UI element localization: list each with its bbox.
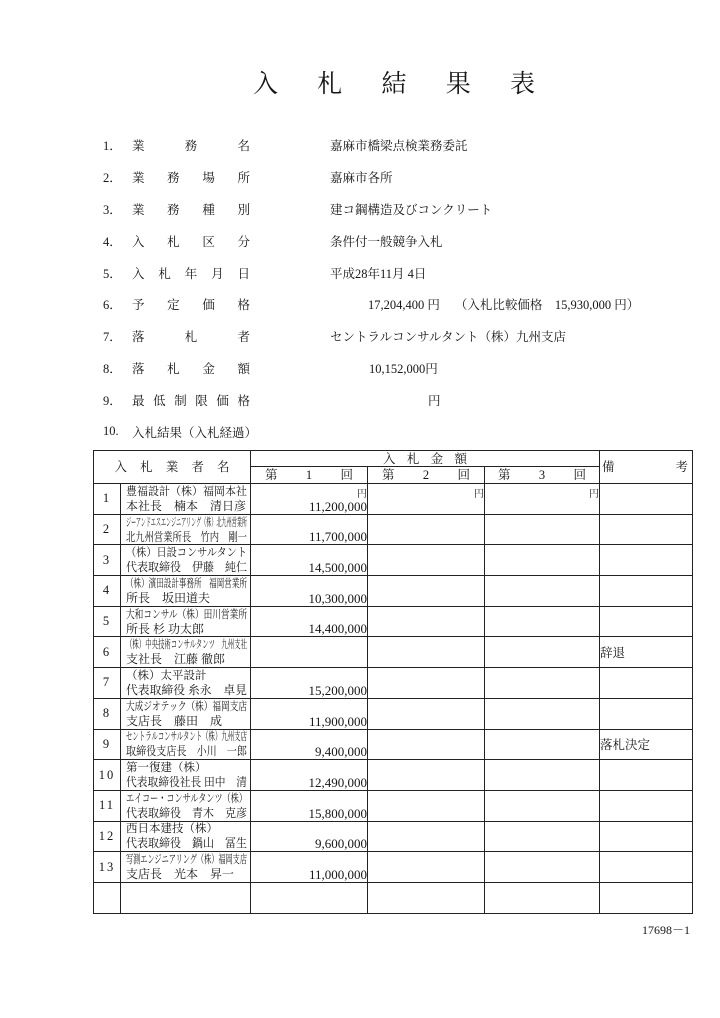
- round2-amount-cell: [368, 668, 485, 699]
- round3-amount: [485, 653, 599, 667]
- round3-amount: [485, 776, 599, 790]
- round2-amount: [368, 684, 484, 698]
- round3-amount: [485, 715, 599, 729]
- bidder-cell: [121, 821, 251, 852]
- round3-amount-cell: [485, 698, 600, 729]
- table-row: [94, 852, 693, 883]
- round3-amount: [485, 868, 599, 882]
- amount-header-label: 入札金額: [383, 451, 467, 466]
- row-number: 11: [94, 790, 121, 821]
- item-bid-date: [103, 257, 703, 289]
- round1-header: [251, 467, 368, 484]
- blank-cell: [94, 882, 121, 913]
- blank-cell: [600, 882, 693, 913]
- round3-amount: [485, 561, 599, 575]
- bidder-name-box: [121, 700, 250, 728]
- bidder-name-box: [121, 608, 250, 636]
- round3-amount-cell: [485, 790, 600, 821]
- item-number: 2．: [103, 170, 122, 185]
- remarks-cell: [600, 606, 693, 637]
- bidder-name-box: [121, 761, 250, 789]
- remarks-cell: [600, 514, 693, 545]
- bidder-cell: [121, 514, 251, 545]
- representative-name: 北九州営業所長 竹内 剛一: [126, 529, 247, 544]
- remarks-cell: [600, 760, 693, 791]
- round3-amount-cell: [485, 545, 600, 576]
- bidder-name-box: [121, 730, 250, 758]
- bidder-cell: [121, 852, 251, 883]
- item-label: 入札年月日: [132, 266, 250, 281]
- round2-amount: [368, 530, 484, 544]
- item-number: 6．: [103, 298, 122, 313]
- round3-header: [485, 467, 600, 484]
- company-name: （株）太平設計: [126, 669, 207, 682]
- round2-amount: [368, 622, 484, 636]
- item-value: 平成28年11月 4日: [330, 266, 427, 281]
- round2-amount: [368, 592, 484, 606]
- round3-header-label: 第3回: [498, 468, 586, 482]
- table-row: [94, 514, 693, 545]
- table-row: [94, 729, 693, 760]
- round2-amount: [368, 776, 484, 790]
- round2-amount-cell: [368, 637, 485, 668]
- bidder-cell: [121, 668, 251, 699]
- bidder-cell: [121, 637, 251, 668]
- bidder-name-box: [121, 792, 250, 820]
- remarks-cell: [600, 698, 693, 729]
- bidder-header: [94, 451, 251, 484]
- item-label: 業務場所: [132, 170, 250, 185]
- item-estimated-price: [103, 288, 703, 320]
- round2-amount-cell: [368, 514, 485, 545]
- item-value: 嘉麻市各所: [330, 170, 393, 185]
- item-label: 入札区分: [132, 234, 250, 249]
- table-row: [94, 484, 693, 515]
- round2-amount-cell: [368, 545, 485, 576]
- item-winning-bidder: [103, 320, 703, 352]
- remarks-header: [600, 451, 693, 484]
- document-title: 入札結果表: [253, 71, 535, 98]
- company-name: 西日本建技（株）: [126, 823, 218, 836]
- company-name: （株）日設コンサルタント: [126, 547, 247, 560]
- bidder-cell: [121, 545, 251, 576]
- bidder-cell: [121, 698, 251, 729]
- round2-amount: [368, 837, 484, 851]
- table-row: [94, 790, 693, 821]
- round3-amount-cell: [485, 576, 600, 607]
- table-row: [94, 606, 693, 637]
- round1-amount-cell: [251, 545, 368, 576]
- table-row: [94, 821, 693, 852]
- round2-amount-cell: [368, 852, 485, 883]
- round3-amount-cell: [485, 637, 600, 668]
- item-value: 嘉麻市橋梁点検業務委託: [330, 138, 468, 153]
- row-number: 1: [94, 484, 121, 515]
- bid-results-table: [93, 450, 693, 914]
- blank-cell: [251, 882, 368, 913]
- round1-amount: 14,400,000: [308, 621, 367, 637]
- bidder-cell: [121, 484, 251, 515]
- round1-amount: 11,900,000: [308, 713, 367, 729]
- row-number: 8: [94, 698, 121, 729]
- row-number: 10: [94, 760, 121, 791]
- round2-amount: [368, 868, 484, 882]
- table-row: [94, 637, 693, 668]
- round1-header-label: 第1回: [265, 468, 353, 482]
- round2-amount-cell: [368, 576, 485, 607]
- round1-amount-cell: [251, 606, 368, 637]
- yen-unit: 円: [357, 488, 367, 500]
- bidder-cell: [121, 576, 251, 607]
- round1-amount-cell: [251, 760, 368, 791]
- item-value: 10,152,000円: [369, 362, 438, 377]
- bidder-name-box: [121, 669, 250, 697]
- yen-unit: 円: [589, 488, 600, 500]
- round3-amount-cell: [485, 729, 600, 760]
- item-label: 業務種別: [132, 202, 250, 217]
- round3-amount: [485, 530, 599, 544]
- round3-amount-cell: [485, 484, 600, 515]
- item-value: 建コ鋼構造及びコンクリート: [330, 202, 493, 217]
- remarks-cell: 辞退: [600, 637, 693, 668]
- round2-amount: [368, 561, 484, 575]
- round3-amount: [485, 807, 599, 821]
- representative-name: 代表取締役 鍋山 冨生: [126, 836, 247, 851]
- item-winning-amount: [103, 352, 703, 384]
- table-row: [94, 698, 693, 729]
- company-name: 写測エンジニアリング（株）福岡支店: [126, 854, 247, 867]
- item-label: 落札者: [132, 330, 250, 345]
- company-name: 大和コンサル（株）田川営業所: [126, 608, 247, 621]
- round2-amount-cell: [368, 698, 485, 729]
- round1-amount: 11,700,000: [308, 529, 367, 545]
- company-name: 第一復建（株）: [126, 762, 207, 775]
- table-body: [94, 484, 693, 883]
- company-name: 大成ジオテック（株）福岡支店: [126, 700, 247, 713]
- row-number: 4: [94, 576, 121, 607]
- round3-amount-cell: [485, 852, 600, 883]
- representative-name: 取締役支店長 小川 一郎: [126, 744, 247, 759]
- round1-amount-cell: [251, 698, 368, 729]
- round1-amount: 9,400,000: [315, 744, 367, 760]
- round1-amount-cell: [251, 821, 368, 852]
- blank-row: [94, 882, 693, 913]
- round2-amount: [368, 653, 484, 667]
- remarks-cell: [600, 790, 693, 821]
- round1-amount-cell: [251, 668, 368, 699]
- row-number: 3: [94, 545, 121, 576]
- bidder-name-box: [121, 853, 250, 881]
- bidder-name-box: [121, 822, 250, 850]
- row-number: 2: [94, 514, 121, 545]
- round2-amount: [368, 745, 484, 759]
- item-number: 4．: [103, 234, 122, 249]
- representative-name: 所長 坂田道夫: [126, 590, 211, 605]
- item-number: 7．: [103, 330, 122, 345]
- item-number: 1．: [103, 138, 122, 153]
- round1-amount-cell: [251, 514, 368, 545]
- blank-cell: [121, 882, 251, 913]
- item-value: 条件付一般競争入札: [330, 234, 443, 249]
- representative-name: 支社長 江藤 徹郎: [126, 652, 226, 667]
- item-business-name: [103, 129, 703, 161]
- representative-name: 代表取締役社長 田中 清: [126, 775, 247, 790]
- row-number: 6: [94, 637, 121, 668]
- bidder-header-label: 入札業者名: [114, 460, 230, 474]
- amount-header: [251, 451, 600, 467]
- round2-amount-cell: [368, 484, 485, 515]
- bid-summary: [103, 129, 703, 448]
- comparison-price-note: （入札比較価格 15,930,000 円）: [454, 298, 640, 313]
- page-number: 17698－1: [641, 923, 690, 937]
- item-number: 9．: [103, 394, 122, 409]
- round3-amount: [485, 745, 599, 759]
- table-row: [94, 576, 693, 607]
- item-label: 予定価格: [132, 298, 250, 313]
- round1-amount: 10,300,000: [308, 590, 367, 606]
- company-name: セントラルコンサルタント（株）九州支店: [126, 731, 247, 744]
- item-number: 5．: [103, 266, 122, 281]
- bidder-name-box: [121, 638, 250, 666]
- item-value: セントラルコンサルタント（株）九州支店: [330, 330, 567, 345]
- company-name: （株）濱田設計事務所 福岡営業所: [126, 577, 247, 590]
- item-number: 10.: [103, 424, 119, 439]
- remarks-cell: [600, 852, 693, 883]
- round3-amount: [485, 684, 599, 698]
- round1-amount-cell: [251, 484, 368, 515]
- round1-amount-cell: [251, 790, 368, 821]
- representative-name: 代表取締役 糸永 卓見: [126, 682, 247, 697]
- remarks-cell: [600, 821, 693, 852]
- remarks-cell: [600, 668, 693, 699]
- representative-name: 代表取締役 伊藤 純仁: [126, 560, 247, 575]
- row-number: 9: [94, 729, 121, 760]
- bidder-cell: [121, 606, 251, 637]
- item-label: 業務名: [132, 138, 250, 153]
- item-business-location: [103, 161, 703, 193]
- table-row: [94, 760, 693, 791]
- bidder-name-box: [121, 516, 250, 544]
- round2-amount-cell: [368, 790, 485, 821]
- round3-amount-cell: [485, 668, 600, 699]
- table-blank-area: [94, 882, 693, 913]
- bidder-name-box: [121, 577, 250, 605]
- round1-amount-cell: [251, 729, 368, 760]
- remarks-cell: [600, 484, 693, 515]
- round2-amount-cell: [368, 606, 485, 637]
- round3-amount: [485, 622, 599, 636]
- table-row: [94, 668, 693, 699]
- round2-amount-cell: [368, 821, 485, 852]
- company-name: （株）中央技術コンサルタンツ 九州支社: [126, 639, 247, 652]
- round3-amount: [485, 592, 599, 606]
- item-value: 円: [428, 394, 441, 409]
- round2-amount-cell: [368, 729, 485, 760]
- round1-amount: [251, 653, 367, 667]
- round2-amount: [368, 500, 484, 514]
- bidder-name-box: [121, 546, 250, 574]
- round1-amount: 9,600,000: [315, 836, 367, 852]
- remarks-cell: [600, 576, 693, 607]
- company-name: ジーアンドエスエンジニアリング（株）北九州営業所: [126, 516, 247, 529]
- round1-amount: 15,800,000: [308, 805, 367, 821]
- round3-amount-cell: [485, 606, 600, 637]
- item-label: 落札金額: [132, 362, 250, 377]
- company-name: エイコー・コンサルタンツ（株）: [126, 792, 247, 805]
- remarks-header-label: 備考: [602, 460, 689, 474]
- round3-amount-cell: [485, 514, 600, 545]
- item-number: 8．: [103, 362, 122, 377]
- representative-name: 支店長 藤田 成: [126, 713, 223, 728]
- item-label: 入札結果（入札経過）: [132, 425, 258, 440]
- row-number: 12: [94, 821, 121, 852]
- representative-name: 支店長 光本 昇一: [126, 867, 235, 882]
- representative-name: 代表取締役 青木 克彦: [126, 805, 247, 820]
- blank-cell: [368, 882, 485, 913]
- round1-amount-cell: [251, 852, 368, 883]
- bidder-name-box: [121, 485, 250, 513]
- table-header-row: [94, 451, 693, 467]
- round2-header-label: 第2回: [382, 468, 470, 482]
- item-label: 最低制限価格: [132, 394, 250, 409]
- round1-amount: 11,200,000: [308, 498, 367, 514]
- item-bid-category: [103, 225, 703, 257]
- round1-amount: 15,200,000: [308, 682, 367, 698]
- item-minimum-price: [103, 384, 703, 416]
- round1-amount-cell: [251, 576, 368, 607]
- bidder-cell: [121, 790, 251, 821]
- round2-amount: [368, 715, 484, 729]
- company-name: 豊福設計（株）福岡本社: [126, 485, 247, 498]
- round3-amount-cell: [485, 821, 600, 852]
- round1-amount: 14,500,000: [308, 560, 367, 576]
- table-row: [94, 545, 693, 576]
- round2-amount-cell: [368, 760, 485, 791]
- round1-amount: 12,490,000: [308, 774, 367, 790]
- round2-amount: [368, 807, 484, 821]
- row-number: 7: [94, 668, 121, 699]
- representative-name: 本社長 楠本 清日彦: [126, 498, 247, 513]
- round3-amount: [485, 500, 599, 514]
- representative-name: 所長 杉 功太郎: [126, 621, 205, 636]
- bidder-cell: [121, 729, 251, 760]
- blank-cell: [485, 882, 600, 913]
- item-business-type: [103, 193, 703, 225]
- estimated-price-value: 17,204,400 円: [368, 298, 440, 313]
- row-number: 5: [94, 606, 121, 637]
- item-number: 3．: [103, 202, 122, 217]
- bidder-cell: [121, 760, 251, 791]
- round1-amount: 11,000,000: [308, 866, 367, 882]
- item-bid-results-heading: [103, 416, 703, 448]
- row-number: 13: [94, 852, 121, 883]
- round2-header: [368, 467, 485, 484]
- remarks-cell: 落札決定: [600, 729, 693, 760]
- round1-amount-cell: [251, 637, 368, 668]
- remarks-cell: [600, 545, 693, 576]
- yen-unit: 円: [474, 488, 484, 500]
- round3-amount: [485, 837, 599, 851]
- round3-amount-cell: [485, 760, 600, 791]
